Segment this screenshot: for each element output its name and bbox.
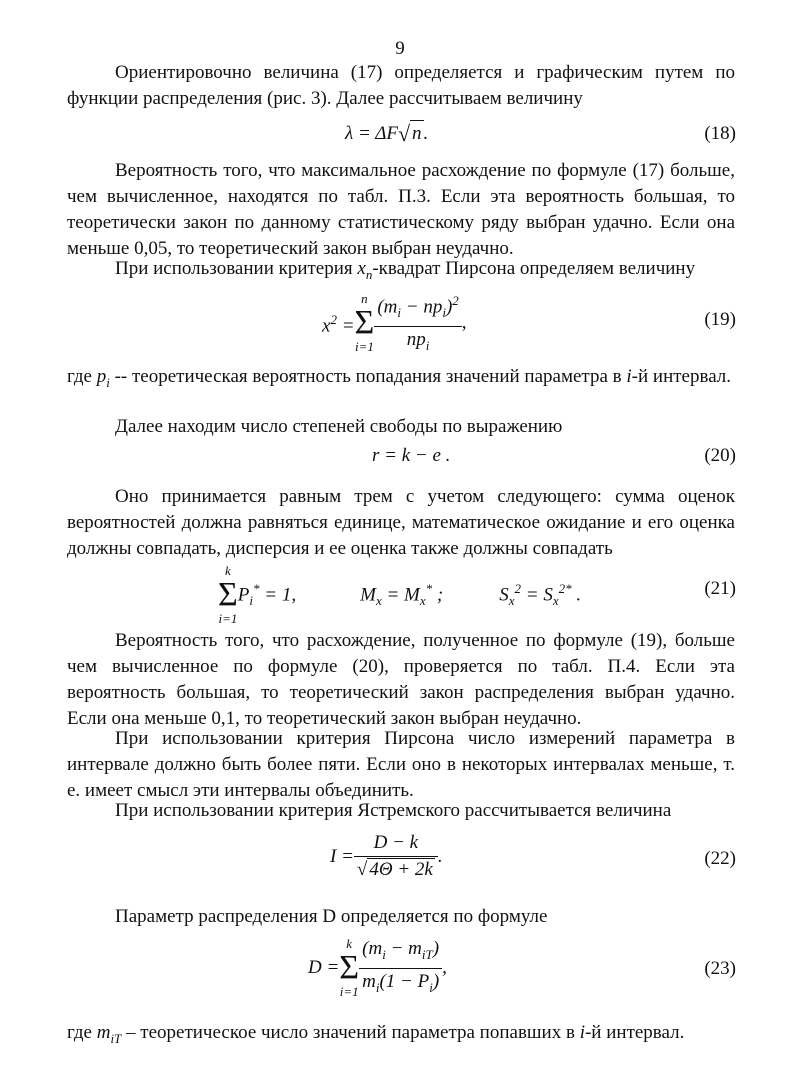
paragraph-pearson-intro xyxy=(67,256,735,288)
equation-number-21: (21) xyxy=(704,578,736,599)
eq18-sqrt-arg: n xyxy=(410,120,424,147)
p3-var-sub: п xyxy=(365,266,373,282)
p3-var-x: x xyxy=(357,258,366,279)
eq19-fraction: $\frac{(m_i - np_i)^2}{np_i}$ xyxy=(374,288,461,359)
equation-23 xyxy=(308,936,447,1001)
p3-text-a: При использовании критерия xyxy=(115,258,358,279)
eq23-fraction: $\frac{(m_i - m_{iT})}{m_i(1 - P_i)}$ xyxy=(359,936,442,1001)
sum-icon: k Σ i=1 xyxy=(339,936,360,1000)
equation-number-20: (20) xyxy=(704,445,736,466)
equation-number-23: (23) xyxy=(704,958,736,979)
eq21-part-1: $P_i^* = 1$, xyxy=(237,580,297,609)
eq23-lhs: D = xyxy=(308,957,340,979)
eq18-lhs: λ = ΔF xyxy=(345,122,398,144)
paragraph-verification: Вероятность того, что расхождение, полученное по формуле (19), больше чем вычисленное по формуле (20), проверяется по табл. П.4. Если эта вероятность большая, то теоретический закон распределения выбран удачно. Если она меньше 0,1, то теоретический закон выбран неудачно. xyxy=(67,630,735,729)
eq19-tail: , xyxy=(461,312,467,334)
paragraph-parameter-d: Параметр распределения D определяется по формуле xyxy=(115,906,548,927)
eq22-tail: . xyxy=(437,845,443,867)
eq23-tail: , xyxy=(442,957,447,979)
paragraph-probability: Вероятность того, что максимальное расхождение по формуле (17) больше, чем вычисленное, находятся по табл. П.3. Если эта вероятность большая, то теоретически закон по данному статистическому ряду выбран удачно. Если она меньше 0,05, то теоретический закон выбран неудачно. xyxy=(67,160,735,259)
eq22-fraction: $\frac{D - k}{√ 4\Theta + 2k}$ xyxy=(354,830,438,883)
equation-number-18: (18) xyxy=(704,123,736,144)
equation-20: r = k − e . xyxy=(372,445,451,466)
equation-22 xyxy=(330,830,443,883)
paragraph-conditions: Оно принимается равным трем с учетом следующего: сумма оценок вероятностей должна равняться единице, математическое ожидание и его оценка должны совпадать, дисперсия и ее оценка также должны совпадать xyxy=(67,486,735,559)
equation-number-22: (22) xyxy=(704,848,736,869)
equation-19 xyxy=(322,288,467,359)
equation-number-19: (19) xyxy=(704,309,736,330)
equation-21 xyxy=(218,564,581,626)
paragraph-pearson-rule: При использовании критерия Пирсона число измерений параметра в интервале должно быть более пяти. Если оно в некоторых интервалах меньше, т. е. имеет смысл эти интервалы объединить. xyxy=(67,728,735,801)
paragraph-mit-definition: где $m_{iT}$ – теоретическое число значений параметра попавших в i-й интервал. xyxy=(67,1022,685,1046)
eq21-part-2: $M_x = M_x^*$ ; xyxy=(360,580,444,609)
eq21-part-3: $S_x^2 = S_x^{2*}$ . xyxy=(499,580,582,609)
equation-18 xyxy=(345,120,428,147)
paragraph-pi-definition: где $p_i$ -- теоретическая вероятность попадания значений параметра в i-й интервал. xyxy=(67,366,732,390)
eq22-lhs: I = xyxy=(330,845,354,867)
sum-icon: k Σ i=1 xyxy=(218,563,238,626)
sum-icon: n Σ i=1 xyxy=(354,291,375,355)
paragraph-yastremsky: При использовании критерия Ястремского рассчитывается величина xyxy=(115,800,672,821)
paragraph-intro: Ориентировочно величина (17) определяется и графическим путем по функции распределения (рис. 3). Далее рассчитываем величину xyxy=(67,62,735,109)
eq19-lhs: $x^2$ = xyxy=(322,312,355,337)
sqrt-icon: √ xyxy=(356,859,368,880)
eq18-tail: . xyxy=(423,122,429,144)
page-number: 9 xyxy=(395,38,405,59)
paragraph-degrees-freedom: Далее находим число степеней свободы по выражению xyxy=(115,416,563,437)
p3-text-b: -квадрат Пирсона определяем величину xyxy=(372,258,696,279)
sqrt-icon: √ xyxy=(397,120,411,146)
